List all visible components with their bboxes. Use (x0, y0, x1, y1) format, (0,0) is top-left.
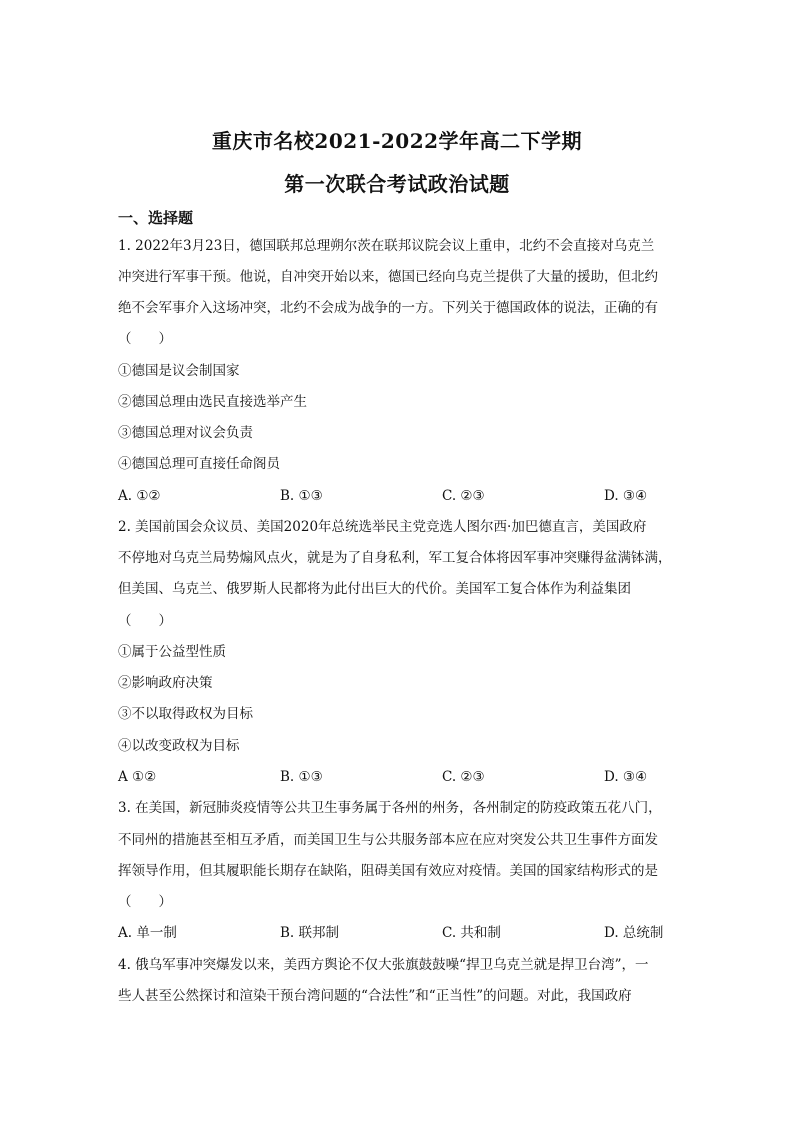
q1-text-line: 1. 2022年3月23日，德国联邦总理朔尔茨在联邦议院会议上重申，北约不会直接对乌克兰 (118, 238, 655, 254)
document-title: 重庆市名校2021-2022学年高二下学期 (211, 129, 583, 153)
q2-statement: ②影响政府决策 (118, 675, 213, 691)
q1-options (118, 486, 678, 506)
q2-text-line: 2. 美国前国会众议员、美国2020年总统选举民主党竞选人图尔西·加巴德直言，美国政府 (118, 519, 647, 535)
q1-text-line: 冲突进行军事干预。他说，自冲突开始以来，德国已经向乌克兰提供了大量的援助，但北约 (118, 269, 658, 285)
q4-text-line: 4. 俄乌军事冲突爆发以来，美西方舆论不仅大张旗鼓鼓噪“捍卫乌克兰就是捍卫台湾”，一 (118, 957, 649, 973)
q2-text-line: 不停地对乌克兰局势煽风点火，就是为了自身私利，军工复合体将因军事冲突赚得盆满钵满， (118, 550, 672, 566)
option-d: D. ③④ (604, 488, 648, 504)
section-heading: 一、选择题 (118, 209, 194, 227)
q3-text-line: 挥领导作用，但其履职能长期存在缺陷，阻碍美国有效应对疫情。美国的国家结构形式的是 (118, 863, 658, 879)
q1-statement: ①德国是议会制国家 (118, 363, 240, 379)
q3-options (118, 923, 678, 943)
q2-statement: ①属于公益型性质 (118, 644, 226, 660)
option-c: C. ②③ (442, 488, 485, 504)
q1-statement: ④德国总理可直接任命阁员 (118, 456, 280, 472)
option-b: B. 联邦制 (280, 925, 340, 941)
option-d: D. ③④ (604, 769, 648, 785)
option-b: B. ①③ (280, 488, 323, 504)
q1-statement: ②德国总理由选民直接选举产生 (118, 394, 307, 410)
option-a: A. 单一制 (118, 925, 177, 941)
q3-text-line: 3. 在美国，新冠肺炎疫情等公共卫生事务属于各州的州务，各州制定的防疫政策五花八门， (118, 800, 662, 816)
q1-text-line: 绝不会军事介入这场冲突，北约不会成为战争的一方。下列关于德国政体的说法，正确的有 (118, 300, 658, 316)
option-a: A. ①② (118, 488, 161, 504)
q2-answer-bracket: （ ） (118, 613, 172, 629)
q1-answer-bracket: （ ） (118, 331, 172, 347)
option-b: B. ①③ (280, 769, 323, 785)
q1-statement: ③德国总理对议会负责 (118, 425, 253, 441)
document-subtitle: 第一次联合考试政治试题 (284, 172, 510, 196)
q2-statement: ④以改变政权为目标 (118, 738, 240, 754)
q3-text-line: 不同州的措施甚至相互矛盾，而美国卫生与公共服务部本应在应对突发公共卫生事件方面发 (118, 832, 658, 848)
option-c: C. ②③ (442, 769, 485, 785)
q3-answer-bracket: （ ） (118, 894, 172, 910)
option-d: D. 总统制 (604, 925, 664, 941)
option-c: C. 共和制 (442, 925, 501, 941)
q2-options (118, 767, 678, 787)
q2-text-line: 但美国、乌克兰、俄罗斯人民都将为此付出巨大的代价。美国军工复合体作为利益集团 (118, 581, 631, 597)
option-a: A ①② (118, 769, 157, 785)
q2-statement: ③不以取得政权为目标 (118, 706, 253, 722)
q4-text-line: 些人甚至公然探讨和渲染干预台湾问题的“合法性”和“正当性”的问题。对此，我国政府 (118, 988, 632, 1004)
